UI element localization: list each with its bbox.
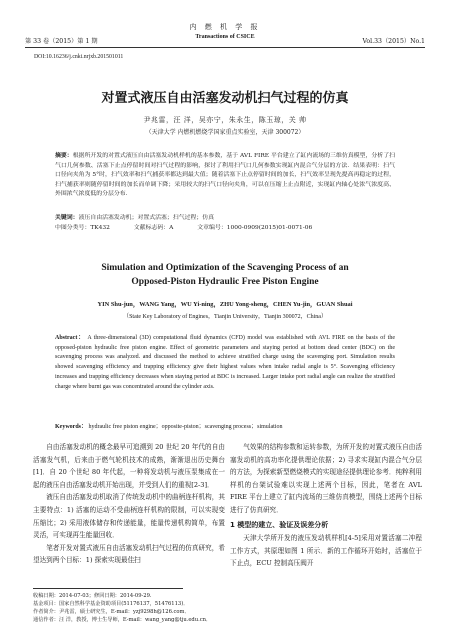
abstract-en-text: A three-dimensional (3D) computational fluid dynamics (CFD) model was established with AVL FIRE on the basis of the opposed-piston hydraulic free piston engine. Effect of geometric parameters and staying period at bottom dead center (BDC) on the scavenging process was analyzed. and discussed the method to achieve stratified charge using the scavenging port. Simulation results showed scavenging efficiency and trapping efficiency give their highest values when intake radial angle is 5°. Scavenging efficiency increases and trapping efficiency decreases when staying period at BDC is increased. Larger intake port radial angle can realize the stratified charge where burnt gas was concentrated around the cylinder axis. [55,335,395,390]
footnote-author: 作者简介：尹兆雷，硕士研究生，E-mail：yzj9298h@126.com． [33,609,190,615]
paper-title-en-line1: Simulation and Optimization of the Scavenging Process of an [101,263,349,273]
keywords-en-label: Keywords： [55,424,87,430]
body-paragraph: 液压自由活塞发动机取消了传统发动机中的曲柄连杆机构，其主要特点：1) 活塞的运动不受曲柄连杆机构的限制，可以实现变压缩比；2) 采用液体储存和传递能量，能量传递机构简单，布置灵活，可实现再生能量回收． [33,493,225,540]
running-header-volume-en: Vol.33（2015）No.1 [362,38,425,45]
footnote-fund: 基金项目：国家自然科学基金资助项目(51176137，51476113)． [33,601,189,607]
body-paragraph: 天津大学所开发的液压发动机样机[4-5]采用对置活塞二冲程工作方式，其原理如图 1 所示．新的工作循环开始时，活塞位于下止点，ECU 控制高压阀开 [230,534,422,568]
body-column-right [230,441,422,570]
paper-title-en-line2: Opposed-Piston Hydraulic Free Piston Engine [131,277,319,287]
footnote-corresponding: 通信作者：汪 洋，教授，博士生导师，E-mail：wang_yang@tju.edu.cn． [33,617,212,623]
affiliation-cn: （天津大学 内燃机燃烧学国家重点实验室，天津 300072） [145,129,305,136]
paper-title-en [0,261,450,289]
keywords-en [55,421,395,430]
abstract-en [55,334,395,392]
authors-cn: 尹兆雷，汪 洋，吴亦宁，朱永生，陈玉琼，关 帅 [143,116,307,124]
body-paragraph: 笔者开发对置式液压自由活塞发动机扫气过程的仿真研究，希望达到两个目标：1) 探索实现最佳扫 [33,543,225,565]
document-code: 文献标志码：A [133,225,174,231]
keywords-cn-text: 液压自由活塞发动机；对置式活塞；扫气过程；仿真 [78,215,215,221]
abstract-cn-text: 根据所开发的对置式液压自由活塞发动机样机的基本参数，基于 AVL FIRE 平台建立了缸内流场的三维仿真模型，分析了扫气口几何参数、活塞下止点停留时间对扫气过程的影响，探讨了利用扫气口几何参数实现缸内混合气分层的方法．结果表明：扫气口径向夹角为 5°时，扫气效率和扫气捕获率都达到最大值；随着活塞下止点停留时间的加长，扫气效率呈现先提高再稳定的过程，扫气捕获率则随停留时间的加长而单调下降；采用较大的扫气口径向夹角，可以在压缩上止点附近，实现缸内轴心处浓气浓度高、外围浓气浓度低的分层分布． [55,153,395,198]
header-divider [25,47,425,48]
affiliation-en: （State Key Laboratory of Engines，Tianjin University，Tianjin 300072，China） [123,314,327,320]
section-heading: 1 模型的建立、验证及误差分析 [230,520,329,529]
authors-en: YIN Shu-jun，WANG Yang，WU Yi-ning，ZHU Yong-sheng，CHEN Yu-jin，GUAN Shuai [97,301,353,308]
body-paragraph: 自由活塞发动机的概念最早可追溯到 20 世纪 20 年代的自由活塞发气机，后来由于燃气轮机技术的成熟，渐渐退出历史舞台[1]．自 20 个世纪 80 年代起，一种将发动机与液压泵集成在一起的液压自由活塞发动机开始出现，并受到人们的重视[2-3]． [33,443,225,489]
journal-title-cn: 内 燃 机 学 报 [189,23,261,31]
abstract-en-label: Abstract： [55,335,86,341]
doi: DOI:10.16236/j.cnki.nrjxb.201501011 [34,54,124,60]
paper-title-cn: 对置式液压自由活塞发动机扫气过程的仿真 [101,91,349,106]
keywords-cn-label: 关键词： [55,214,79,221]
footnote-divider [33,588,183,589]
abstract-cn-label: 摘要： [55,153,73,159]
keywords-en-text: hydraulic free piston engine；opposite-piston；scavenging process；simulation [88,424,283,430]
journal-title-en: Transactions of CSICE [195,34,255,40]
classification-row [55,222,395,231]
footnote [33,592,423,624]
body-column-left [33,441,225,567]
keywords-cn [55,212,395,221]
article-number: 文章编号：1000-0909(2015)01-0071-06 [197,225,313,231]
clc-number: 中图分类号：TK432 [55,225,110,231]
footnote-received: 收稿日期：2014-07-03；修回日期：2014-09-29. [33,593,152,599]
body-paragraph: 气效果的结构参数和运转参数，为所开发的对置式液压自由活塞发动机的高功率化提供理论依据；2) 寻求实现缸内混合气分层的方法，为探索新型燃烧模式的实现途径提供理论参考．纯粹利用样机的台架试验难以实现上述两个目标，因此，笔者在 AVL FIRE 平台上建立了缸内流场的三维仿真模型，围绕上述两个目标进行了仿真研究． [230,443,422,514]
abstract-cn [55,152,395,200]
running-header-volume-cn: 第 33 卷（2015）第 1 期 [25,38,98,45]
